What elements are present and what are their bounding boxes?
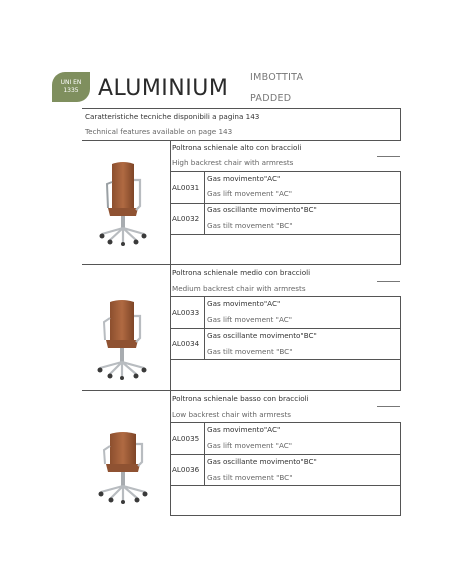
- section-right-border: [400, 171, 401, 265]
- variant-italian: Gas oscillante movimento"BC": [207, 205, 317, 214]
- section-bottom-border: [170, 264, 401, 265]
- high-backrest-chair-image: [90, 158, 156, 246]
- product-code: AL0031: [172, 183, 200, 192]
- section-bottom-border: [170, 390, 401, 391]
- code-divider: [204, 171, 205, 204]
- variant-english: Gas lift movement "AC": [207, 441, 293, 450]
- variant-english: Gas tilt movement "BC": [207, 221, 293, 230]
- section-right-border: [400, 296, 401, 391]
- product-code: AL0036: [172, 465, 200, 474]
- code-divider: [204, 422, 205, 455]
- section-name-english: High backrest chair with armrests: [172, 158, 294, 167]
- subtitle-italian: IMBOTTITA: [250, 72, 304, 83]
- product-code: AL0032: [172, 214, 200, 223]
- section-dash: [377, 406, 400, 407]
- section-name-english: Low backrest chair with armrests: [172, 410, 292, 419]
- row-border: [170, 234, 401, 235]
- badge-line-2: 1335: [63, 87, 79, 94]
- section-name-italian: Poltrona schienale alto con braccioli: [172, 143, 302, 152]
- medium-backrest-chair-image: [90, 292, 156, 380]
- variant-italian: Gas oscillante movimento"BC": [207, 457, 317, 466]
- product-code: AL0034: [172, 339, 200, 348]
- product-title: ALUMINIUM: [98, 76, 229, 101]
- product-code: AL0035: [172, 434, 200, 443]
- image-cell-divider: [82, 390, 171, 391]
- section-dash: [377, 281, 400, 282]
- row-border: [170, 359, 401, 360]
- variant-italian: Gas oscillante movimento"BC": [207, 331, 317, 340]
- section-name-english: Medium backrest chair with armrests: [172, 284, 306, 293]
- section-dash: [377, 156, 400, 157]
- info-right-border: [400, 108, 401, 141]
- info-line-italian: Caratteristiche tecniche disponibili a pagina 143: [85, 112, 260, 121]
- row-border: [170, 485, 401, 486]
- badge-line-1: UNI EN: [60, 79, 82, 86]
- variant-italian: Gas movimento"AC": [207, 174, 281, 183]
- info-line-english: Technical features available on page 143: [85, 127, 233, 136]
- product-code: AL0033: [172, 308, 200, 317]
- code-divider: [204, 454, 205, 486]
- section-name-italian: Poltrona schienale basso con braccioli: [172, 394, 309, 403]
- variant-italian: Gas movimento"AC": [207, 425, 281, 434]
- variant-english: Gas tilt movement "BC": [207, 347, 293, 356]
- uni-en-badge: [52, 72, 90, 102]
- section-right-border: [400, 422, 401, 516]
- variant-italian: Gas movimento"AC": [207, 299, 281, 308]
- code-divider: [204, 328, 205, 360]
- table-top-border: [82, 108, 401, 109]
- code-divider: [204, 296, 205, 329]
- variant-english: Gas lift movement "AC": [207, 189, 293, 198]
- image-cell-divider: [82, 264, 171, 265]
- low-backrest-chair-image: [90, 416, 156, 504]
- variant-english: Gas tilt movement "BC": [207, 473, 293, 482]
- section-name-italian: Poltrona schienale medio con braccioli: [172, 268, 311, 277]
- variant-english: Gas lift movement "AC": [207, 315, 293, 324]
- code-divider: [204, 203, 205, 235]
- subtitle-english: PADDED: [250, 93, 292, 104]
- info-bottom-border: [82, 140, 401, 141]
- section-bottom-border: [170, 515, 401, 516]
